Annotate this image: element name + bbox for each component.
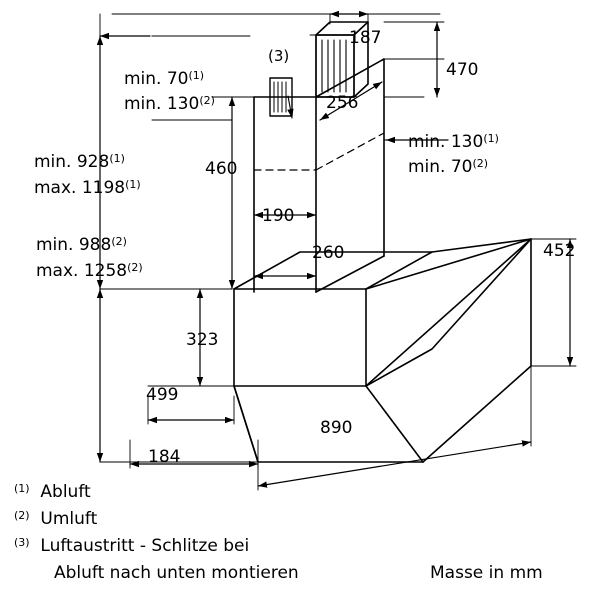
- dim-label-max-1258-2: max. 1258$^{(2)}$: [36, 261, 143, 281]
- dim-label-min-130-2: min. 130$^{(2)}$: [124, 94, 215, 114]
- dim-label-890: 890: [320, 418, 353, 438]
- dim-label-min-130-1: min. 130$^{(1)}$: [408, 132, 499, 152]
- dim-label-323: 323: [186, 330, 219, 350]
- dim-label-min-988-2: min. 988$^{(2)}$: [36, 235, 127, 255]
- dim-label-min-928-1: min. 928$^{(1)}$: [34, 152, 125, 172]
- units-note: Masse in mm: [430, 563, 543, 583]
- dim-label-470: 470: [446, 60, 479, 80]
- dim-label-260: 260: [312, 243, 345, 263]
- legend-item-3: $^{(3)}$ Luftaustritt - Schlitze bei: [14, 536, 250, 556]
- dim-label-min-70-2: min. 70$^{(2)}$: [408, 157, 489, 177]
- dim-label-256: 256: [326, 93, 359, 113]
- dim-label-499: 499: [146, 385, 179, 405]
- callout-3-label: (3): [268, 47, 290, 65]
- legend-item-2: $^{(2)}$ Umluft: [14, 509, 98, 529]
- dim-label-452: 452: [543, 241, 576, 261]
- dim-label-460: 460: [205, 159, 238, 179]
- dim-label-184: 184: [148, 447, 181, 467]
- dim-label-min-70-1: min. 70$^{(1)}$: [124, 69, 205, 89]
- dim-label-max-1198-1: max. 1198$^{(1)}$: [34, 178, 141, 198]
- legend-item-3-cont: Abluft nach unten montieren: [54, 563, 299, 583]
- dim-label-187: 187: [349, 28, 382, 48]
- legend-item-1: $^{(1)}$ Abluft: [14, 482, 91, 502]
- dim-label-190: 190: [262, 206, 295, 226]
